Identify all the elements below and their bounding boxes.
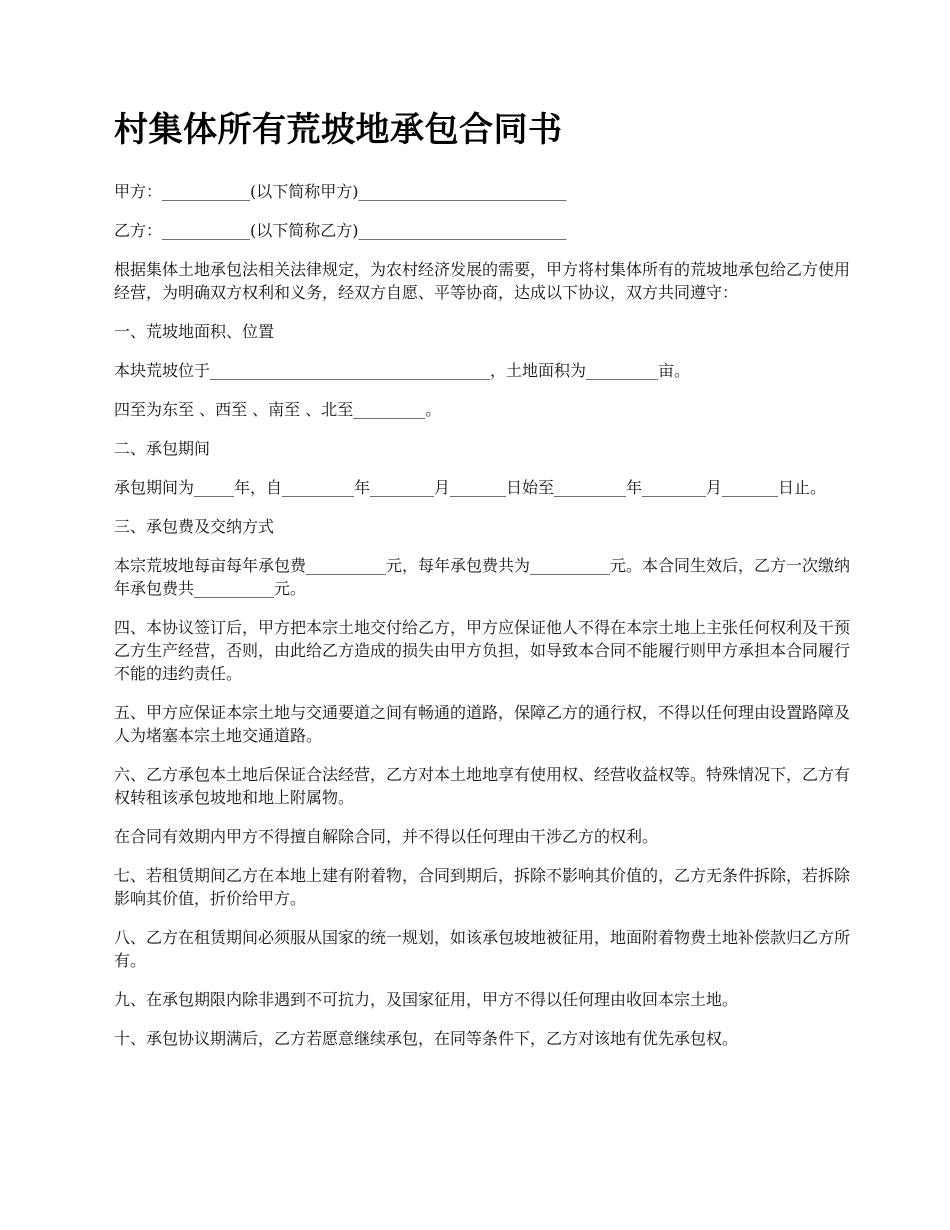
clause-6-paragraph: 六、乙方承包本土地后保证合法经营，乙方对本土地地享有使用权、经营收益权等。特殊情况下，乙方有权转租该承包坡地和地上附属物。 [114, 765, 851, 807]
preamble-paragraph: 根据集体土地承包法相关法律规定，为农村经济发展的需要，甲方将村集体所有的荒坡地承包给乙方使用经营，为明确双方权利和义务，经双方自愿、平等协商，达成以下协议，双方共同遵守： [114, 260, 851, 302]
clause-7-paragraph: 七、若租赁期间乙方在本地上建有附着物，合同到期后，拆除不影响其价值的，乙方无条件拆除，若拆除影响其价值，折价给甲方。 [114, 866, 851, 908]
section-heading-2: 二、承包期间 [114, 439, 211, 458]
fee-paragraph: 本宗荒坡地每亩每年承包费__________元，每年承包费共为__________元。本合同生效后，乙方一次缴纳 年承包费共__________元。 [114, 556, 856, 598]
clause-9-paragraph: 九、在承包期限内除非遇到不可抗力，及国家征用，甲方不得以任何理由收回本宗土地。 [114, 990, 739, 1009]
party-b-line: 乙方：___________(以下简称乙方)__________________________ [114, 221, 567, 240]
clause-6-continuation: 在合同有效期内甲方不得擅自解除合同，并不得以任何理由干涉乙方的权利。 [114, 827, 659, 846]
section-heading-3: 三、承包费及交纳方式 [114, 517, 275, 536]
page-title: 村集体所有荒坡地承包合同书 [114, 110, 563, 150]
clause-5-paragraph: 五、甲方应保证本宗土地与交通要道之间有畅通的道路，保障乙方的通行权，不得以任何理由设置路障及人为堵塞本宗土地交通道路。 [114, 703, 851, 745]
section-heading-1: 一、荒坡地面积、位置 [114, 322, 275, 341]
boundaries-paragraph: 四至为东至 、西至 、南至 、北至_________。 [114, 400, 442, 419]
clause-4-paragraph: 四、本协议签订后，甲方把本宗土地交付给乙方，甲方应保证他人不得在本宗土地上主张任何权利及干预乙方生产经营，否则，由此给乙方造成的损失由甲方负担，如导致本合同不能履行则甲方承担本合同履行不能的违约责任。 [114, 618, 851, 683]
term-paragraph: 承包期间为_____年，自_________年________月_______日始至_________年________月_______日止。 [114, 478, 827, 497]
document-page [114, 108, 856, 1066]
clause-8-paragraph: 八、乙方在租赁期间必须服从国家的统一规划，如该承包坡地被征用，地面附着物费土地补偿款归乙方所有。 [114, 928, 851, 970]
location-paragraph: 本块荒坡位于___________________________________，土地面积为_________亩。 [114, 361, 691, 380]
clause-10-paragraph: 十、承包协议期满后，乙方若愿意继续承包，在同等条件下，乙方对该地有优先承包权。 [114, 1029, 739, 1048]
party-a-line: 甲方：___________(以下简称甲方)__________________________ [114, 182, 567, 201]
